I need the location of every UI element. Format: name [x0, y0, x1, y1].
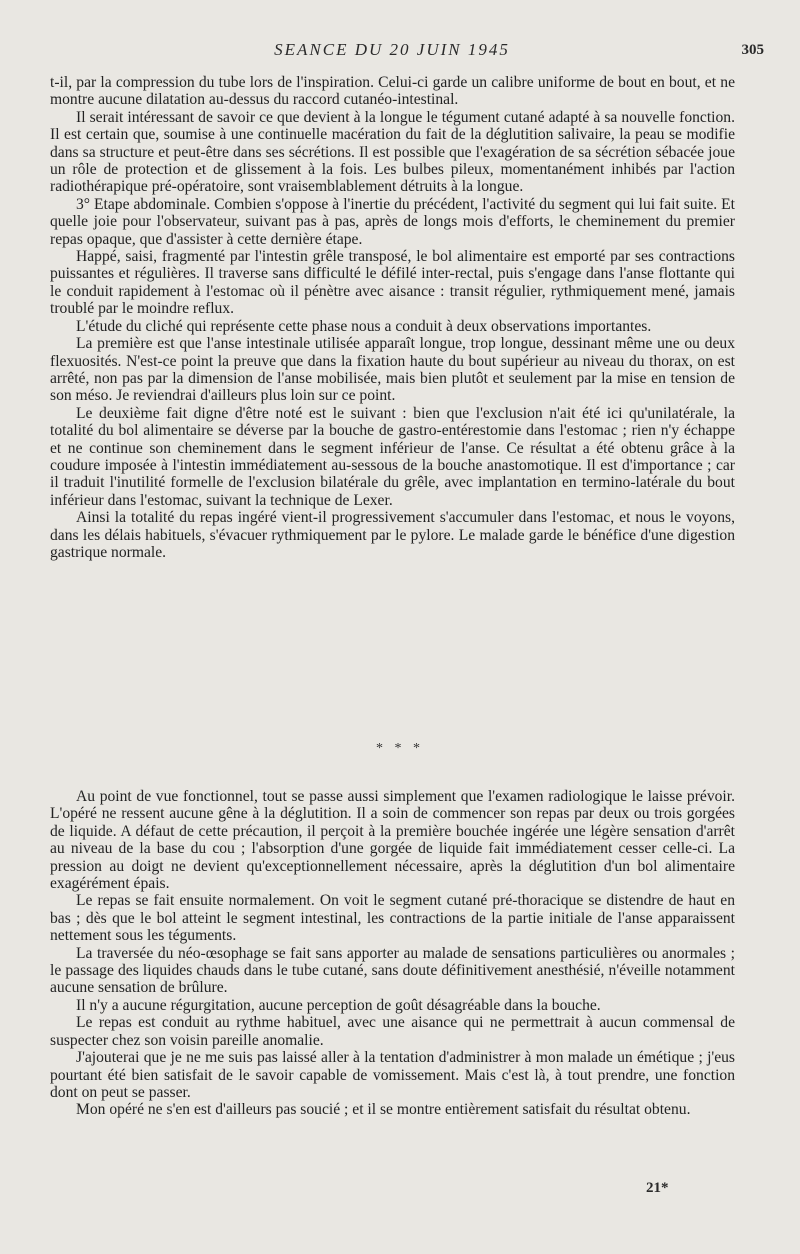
page-number: 305 [741, 42, 764, 58]
paragraph: Le repas est conduit au rythme habituel, avec une aisance qui ne permettrait à aucun commensal de suspecter chez son voisin pareille anomalie. [50, 1014, 735, 1049]
paragraph: La traversée du néo-œsophage se fait sans apporter au malade de sensations particulières ou anormales ; le passage des liquides chauds dans le tube cutané, sans doute définitivement anesthésié, n'éveille notamment aucune sensation de brûlure. [50, 944, 735, 997]
paragraph: J'ajouterai que je ne me suis pas laissé aller à la tentation d'administrer à mon malade un émétique ; j'eus pourtant été bien satisfait de le savoir capable de vomissement. Mais c'est là, à tout prendre, une fonction dont on peut se passer. [50, 1049, 735, 1101]
signature-mark: 21* [646, 1180, 669, 1196]
paragraph: Le deuxième fait digne d'être noté est le suivant : bien que l'exclusion n'ait été ici qu'unilatérale, la totalité du bol alimentaire se déverse par la bouche de gastro-entérestomie dans l'estomac ; rien n'y échappe et ne continue son cheminement dans le segment inférieur de l'anse. Ce résultat a été obtenu grâce à la coudure imposée à l'intestin immédiatement au-sessous de la bouche anastomotique. Il est d'importance ; car il traduit l'inutilité formelle de l'exclusion bilatérale du grêle, avec implantation en termino-latérale du bout inférieur dans l'estomac, suivant la technique de Lexer. [50, 404, 735, 509]
body-text-top [50, 74, 735, 561]
paragraph: t-il, par la compression du tube lors de l'inspiration. Celui-ci garde un calibre uniforme de bout en bout, et ne montre aucune dilatation au-dessus du raccord cutanéo-intestinal. [50, 74, 735, 109]
running-title: SEANCE DU 20 JUIN 1945 [274, 40, 510, 59]
paragraph: Ainsi la totalité du repas ingéré vient-il progressivement s'accumuler dans l'estomac, et nous le voyons, dans les délais habituels, s'évacuer rythmiquement par le pylore. Le malade garde le bénéfice d'une digestion gastrique normale. [50, 509, 735, 561]
paragraph: Le repas se fait ensuite normalement. On voit le segment cutané pré-thoracique se distendre de haut en bas ; dès que le bol atteint le segment intestinal, les contractions de la partie initiale de l'anse apparaissent nettement sous les téguments. [50, 892, 735, 945]
page-header [50, 40, 764, 62]
paragraph: L'étude du cliché qui représente cette phase nous a conduit à deux observations importantes. [76, 317, 652, 335]
paragraph: Au point de vue fonctionnel, tout se passe aussi simplement que l'examen radiologique le laisse prévoir. L'opéré ne ressent aucune gêne à la déglutition. Il a soin de commencer son repas par deux ou trois gorgées de liquide. A défaut de cette précaution, il perçoit à la première bouchée ingérée une légère sensation d'arrêt au niveau de la base du cou ; l'absorption d'une gorgée de liquide fait immédiatement cesser celle-ci. La pression au doigt ne devient qu'exceptionnellement nécessaire, après la déglutition d'un bol alimentaire exagérément épais. [50, 788, 735, 893]
paragraph: Happé, saisi, fragmenté par l'intestin grêle transposé, le bol alimentaire est emporté par ses contractions puissantes et régulières. Il traverse sans difficulté le défilé inter-rectal, puis s'engage dans l'anse flottante qui le conduit rapidement à l'estomac où il pénètre avec aisance : transit régulier, rythmiquement mené, jamais troublé par le moindre reflux. [50, 248, 735, 318]
paragraph: Mon opéré ne s'en est d'ailleurs pas soucié ; et il se montre entièrement satisfait du résultat obtenu. [76, 1101, 691, 1119]
paragraph: Il serait intéressant de savoir ce que devient à la longue le tégument cutané adapté à sa nouvelle fonction. Il est certain que, soumise à une continuelle macération du fait de la déglutition salivaire, la peau se modifie dans sa structure et peut-être dans ses sécrétions. Il est possible que l'exagération de sa sécrétion sébacée joue un rôle de protection et de glissement à la fois. Les bulbes pileux, momentanément inhibés par l'action radiothérapique pré-opératoire, sont vraisemblablement détruits à la longue. [50, 108, 735, 196]
body-text-bottom [50, 788, 735, 1119]
paragraph: 3° Etape abdominale. Combien s'oppose à l'inertie du précédent, l'activité du segment qui lui fait suite. Et quelle joie pour l'observateur, suivant pas à pas, après de longs mois d'efforts, le cheminement du premier repas opaque, que d'assister à cette dernière étape. [50, 195, 735, 248]
section-separator: * * * [376, 741, 424, 756]
paragraph: La première est que l'anse intestinale utilisée apparaît longue, trop longue, dessinant même une ou deux flexuosités. N'est-ce point la preuve que dans la fixation haute du bout supérieur au niveau du thorax, on est arrêté, non pas par la dimension de l'anse mobilisée, mais bien plutôt et seulement par la mise en tension de son méso. Je reviendrai d'ailleurs plus loin sur ce point. [50, 335, 735, 405]
paragraph: Il n'y a aucune régurgitation, aucune perception de goût désagréable dans la bouche. [76, 996, 601, 1014]
